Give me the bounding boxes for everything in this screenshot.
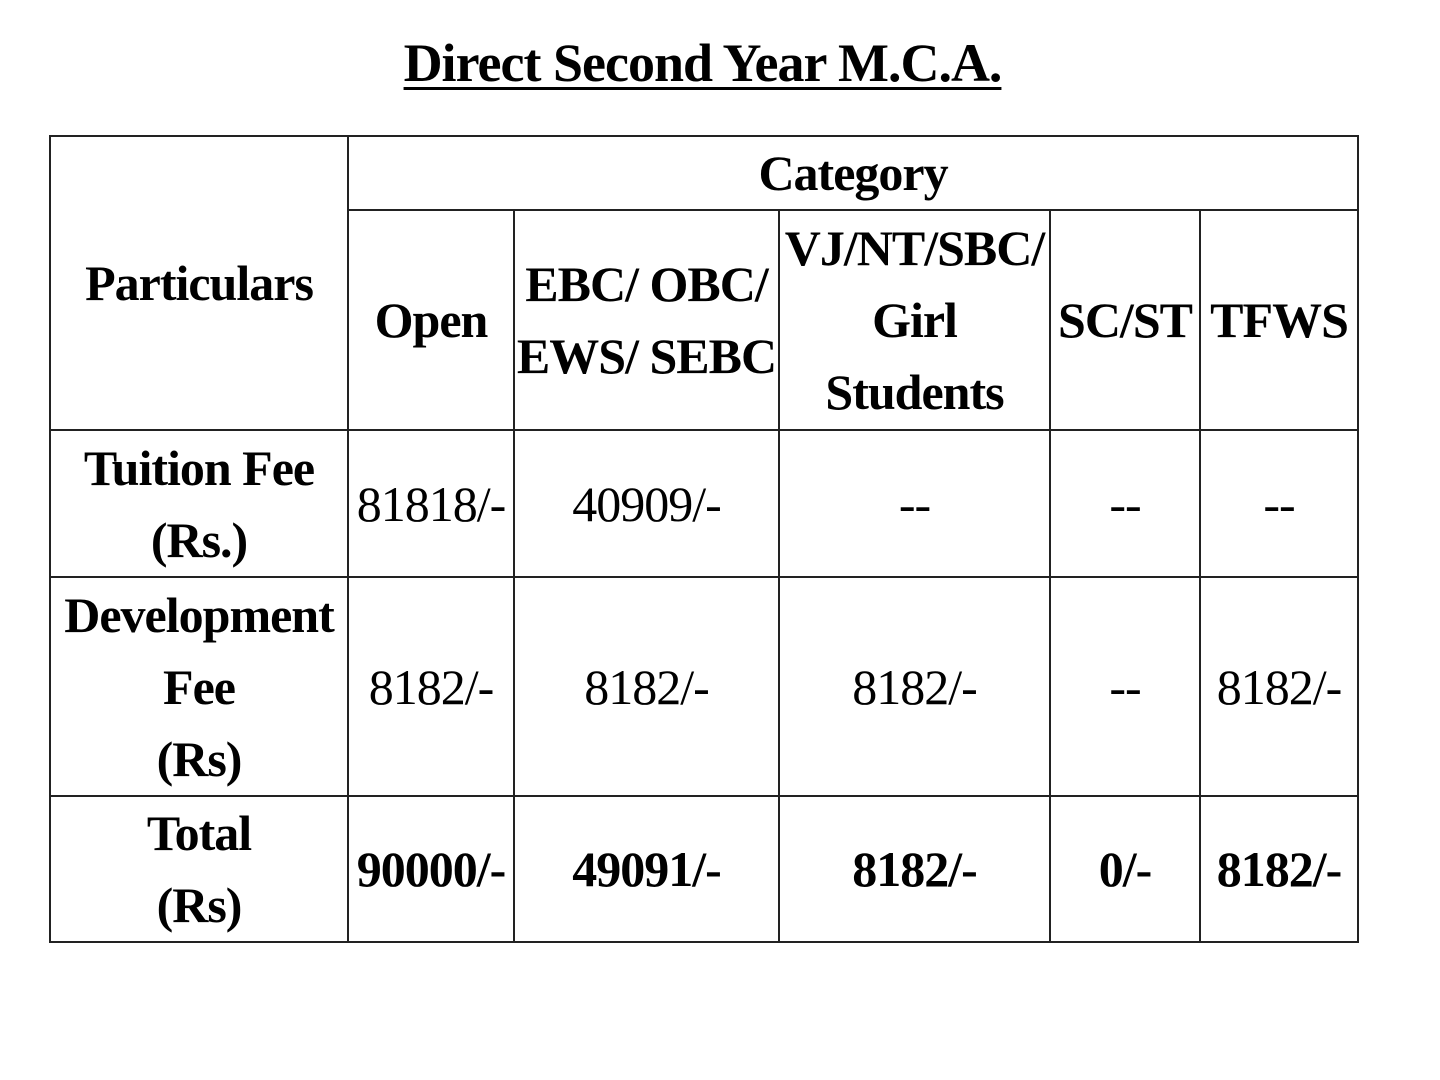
col-header-sc-st-line: SC/ST	[1058, 292, 1192, 348]
row-label-total	[50, 796, 348, 942]
cell-total-ebc-obc: 49091/-	[514, 796, 779, 942]
header-row-category	[50, 136, 1358, 210]
row-tuition-fee	[50, 430, 1358, 577]
col-header-vj-nt-line-2: Girl	[872, 292, 957, 348]
col-header-open-line: Open	[374, 292, 488, 348]
row-label-line: Fee	[163, 658, 235, 715]
particulars-header-text: Particulars	[85, 255, 313, 311]
page-title-text: Direct Second Year M.C.A.	[403, 33, 1002, 93]
cell-development-sc-st: --	[1050, 577, 1200, 796]
col-header-sc-st	[1050, 210, 1200, 430]
cell-tuition-open: 81818/-	[348, 430, 514, 577]
fee-table	[49, 135, 1359, 943]
row-development-fee	[50, 577, 1358, 796]
cell-total-vj-nt: 8182/-	[779, 796, 1050, 942]
row-label-development-fee	[50, 577, 348, 796]
col-header-ebc-obc-line-1: EBC/ OBC/	[525, 256, 768, 312]
col-header-ebc-obc-line-2: EWS/ SEBC	[516, 328, 777, 384]
particulars-header	[50, 136, 348, 430]
category-header	[348, 136, 1358, 210]
category-header-text: Category	[758, 145, 948, 201]
page-title	[0, 28, 1405, 98]
col-header-open	[348, 210, 514, 430]
cell-tuition-sc-st: --	[1050, 430, 1200, 577]
col-header-vj-nt-line-1: VJ/NT/SBC/	[784, 220, 1045, 276]
cell-tuition-vj-nt: --	[779, 430, 1050, 577]
col-header-vj-nt-line-3: Students	[825, 364, 1004, 420]
cell-development-vj-nt: 8182/-	[779, 577, 1050, 796]
row-label-line: (Rs)	[156, 730, 242, 787]
col-header-tfws-line: TFWS	[1210, 292, 1348, 348]
row-label-line: Development	[64, 586, 334, 643]
row-total	[50, 796, 1358, 942]
col-header-vj-nt	[779, 210, 1050, 430]
row-label-tuition-fee	[50, 430, 348, 577]
cell-development-open: 8182/-	[348, 577, 514, 796]
row-label-line: Total	[146, 805, 252, 861]
cell-tuition-ebc-obc: 40909/-	[514, 430, 779, 577]
cell-development-tfws: 8182/-	[1200, 577, 1358, 796]
col-header-ebc-obc	[514, 210, 779, 430]
cell-total-tfws: 8182/-	[1200, 796, 1358, 942]
cell-development-ebc-obc: 8182/-	[514, 577, 779, 796]
row-label-line: (Rs.)	[150, 511, 248, 568]
row-label-line: Tuition Fee	[83, 439, 315, 496]
col-header-tfws	[1200, 210, 1358, 430]
cell-tuition-tfws: --	[1200, 430, 1358, 577]
row-label-line: (Rs)	[156, 877, 242, 933]
cell-total-open: 90000/-	[348, 796, 514, 942]
cell-total-sc-st: 0/-	[1050, 796, 1200, 942]
